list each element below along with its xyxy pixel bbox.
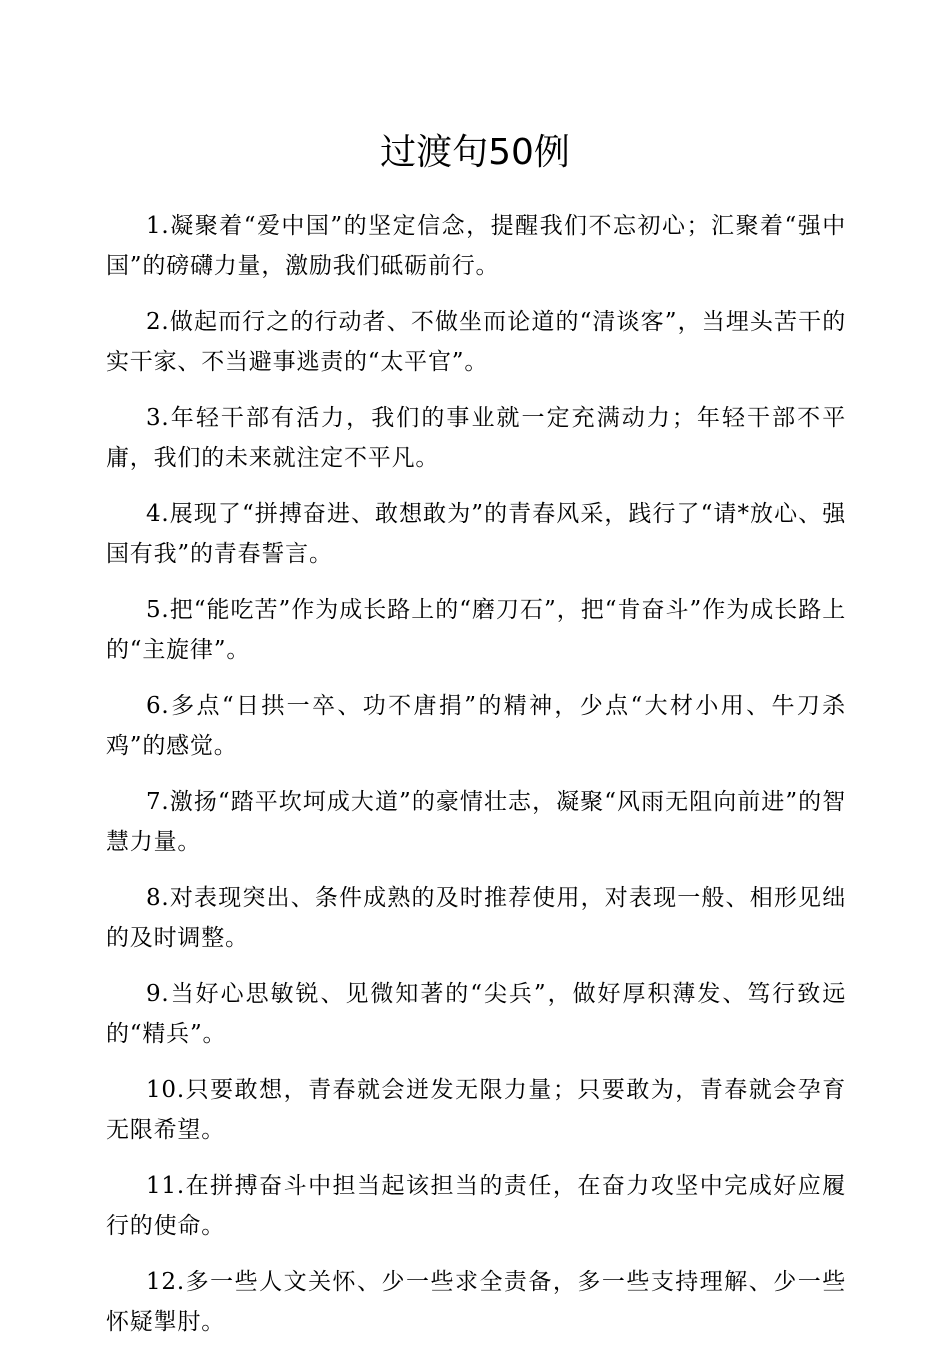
list-item-11: 11.在拼搏奋斗中担当起该担当的责任，在奋力攻坚中完成好应履行的使命。 xyxy=(106,1173,846,1239)
list-item-3: 3.年轻干部有活力，我们的事业就一定充满动力；年轻干部不平庸，我们的未来就注定不平凡。 xyxy=(106,405,846,471)
list-item-4: 4.展现了“拼搏奋进、敢想敢为”的青春风采，践行了“请*放心、强国有我”的青春誓言。 xyxy=(106,501,846,567)
list-item-9: 9.当好心思敏锐、见微知著的“尖兵”，做好厚积薄发、笃行致远的“精兵”。 xyxy=(106,981,846,1047)
list-item-8: 8.对表现突出、条件成熟的及时推荐使用，对表现一般、相形见绌的及时调整。 xyxy=(106,885,846,951)
list-item-12: 12.多一些人文关怀、少一些求全责备，多一些支持理解、少一些怀疑掣肘。 xyxy=(106,1269,846,1335)
list-item-10: 10.只要敢想，青春就会迸发无限力量；只要敢为，青春就会孕育无限希望。 xyxy=(106,1077,846,1143)
document-title: 过渡句50例 xyxy=(380,132,570,173)
list-item-1: 1.凝聚着“爱中国”的坚定信念，提醒我们不忘初心；汇聚着“强中国”的磅礴力量，激励我们砥砺前行。 xyxy=(106,213,846,279)
list-item-5: 5.把“能吃苦”作为成长路上的“磨刀石”，把“肯奋斗”作为成长路上的“主旋律”。 xyxy=(106,597,846,663)
list-item-6: 6.多点“日拱一卒、功不唐捐”的精神，少点“大材小用、牛刀杀鸡”的感觉。 xyxy=(106,693,846,759)
document-body xyxy=(106,206,846,1358)
list-item-2: 2.做起而行之的行动者、不做坐而论道的“清谈客”，当埋头苦干的实干家、不当避事逃责的“太平官”。 xyxy=(106,309,846,375)
list-item-7: 7.激扬“踏平坎坷成大道”的豪情壮志，凝聚“风雨无阻向前进”的智慧力量。 xyxy=(106,789,846,855)
